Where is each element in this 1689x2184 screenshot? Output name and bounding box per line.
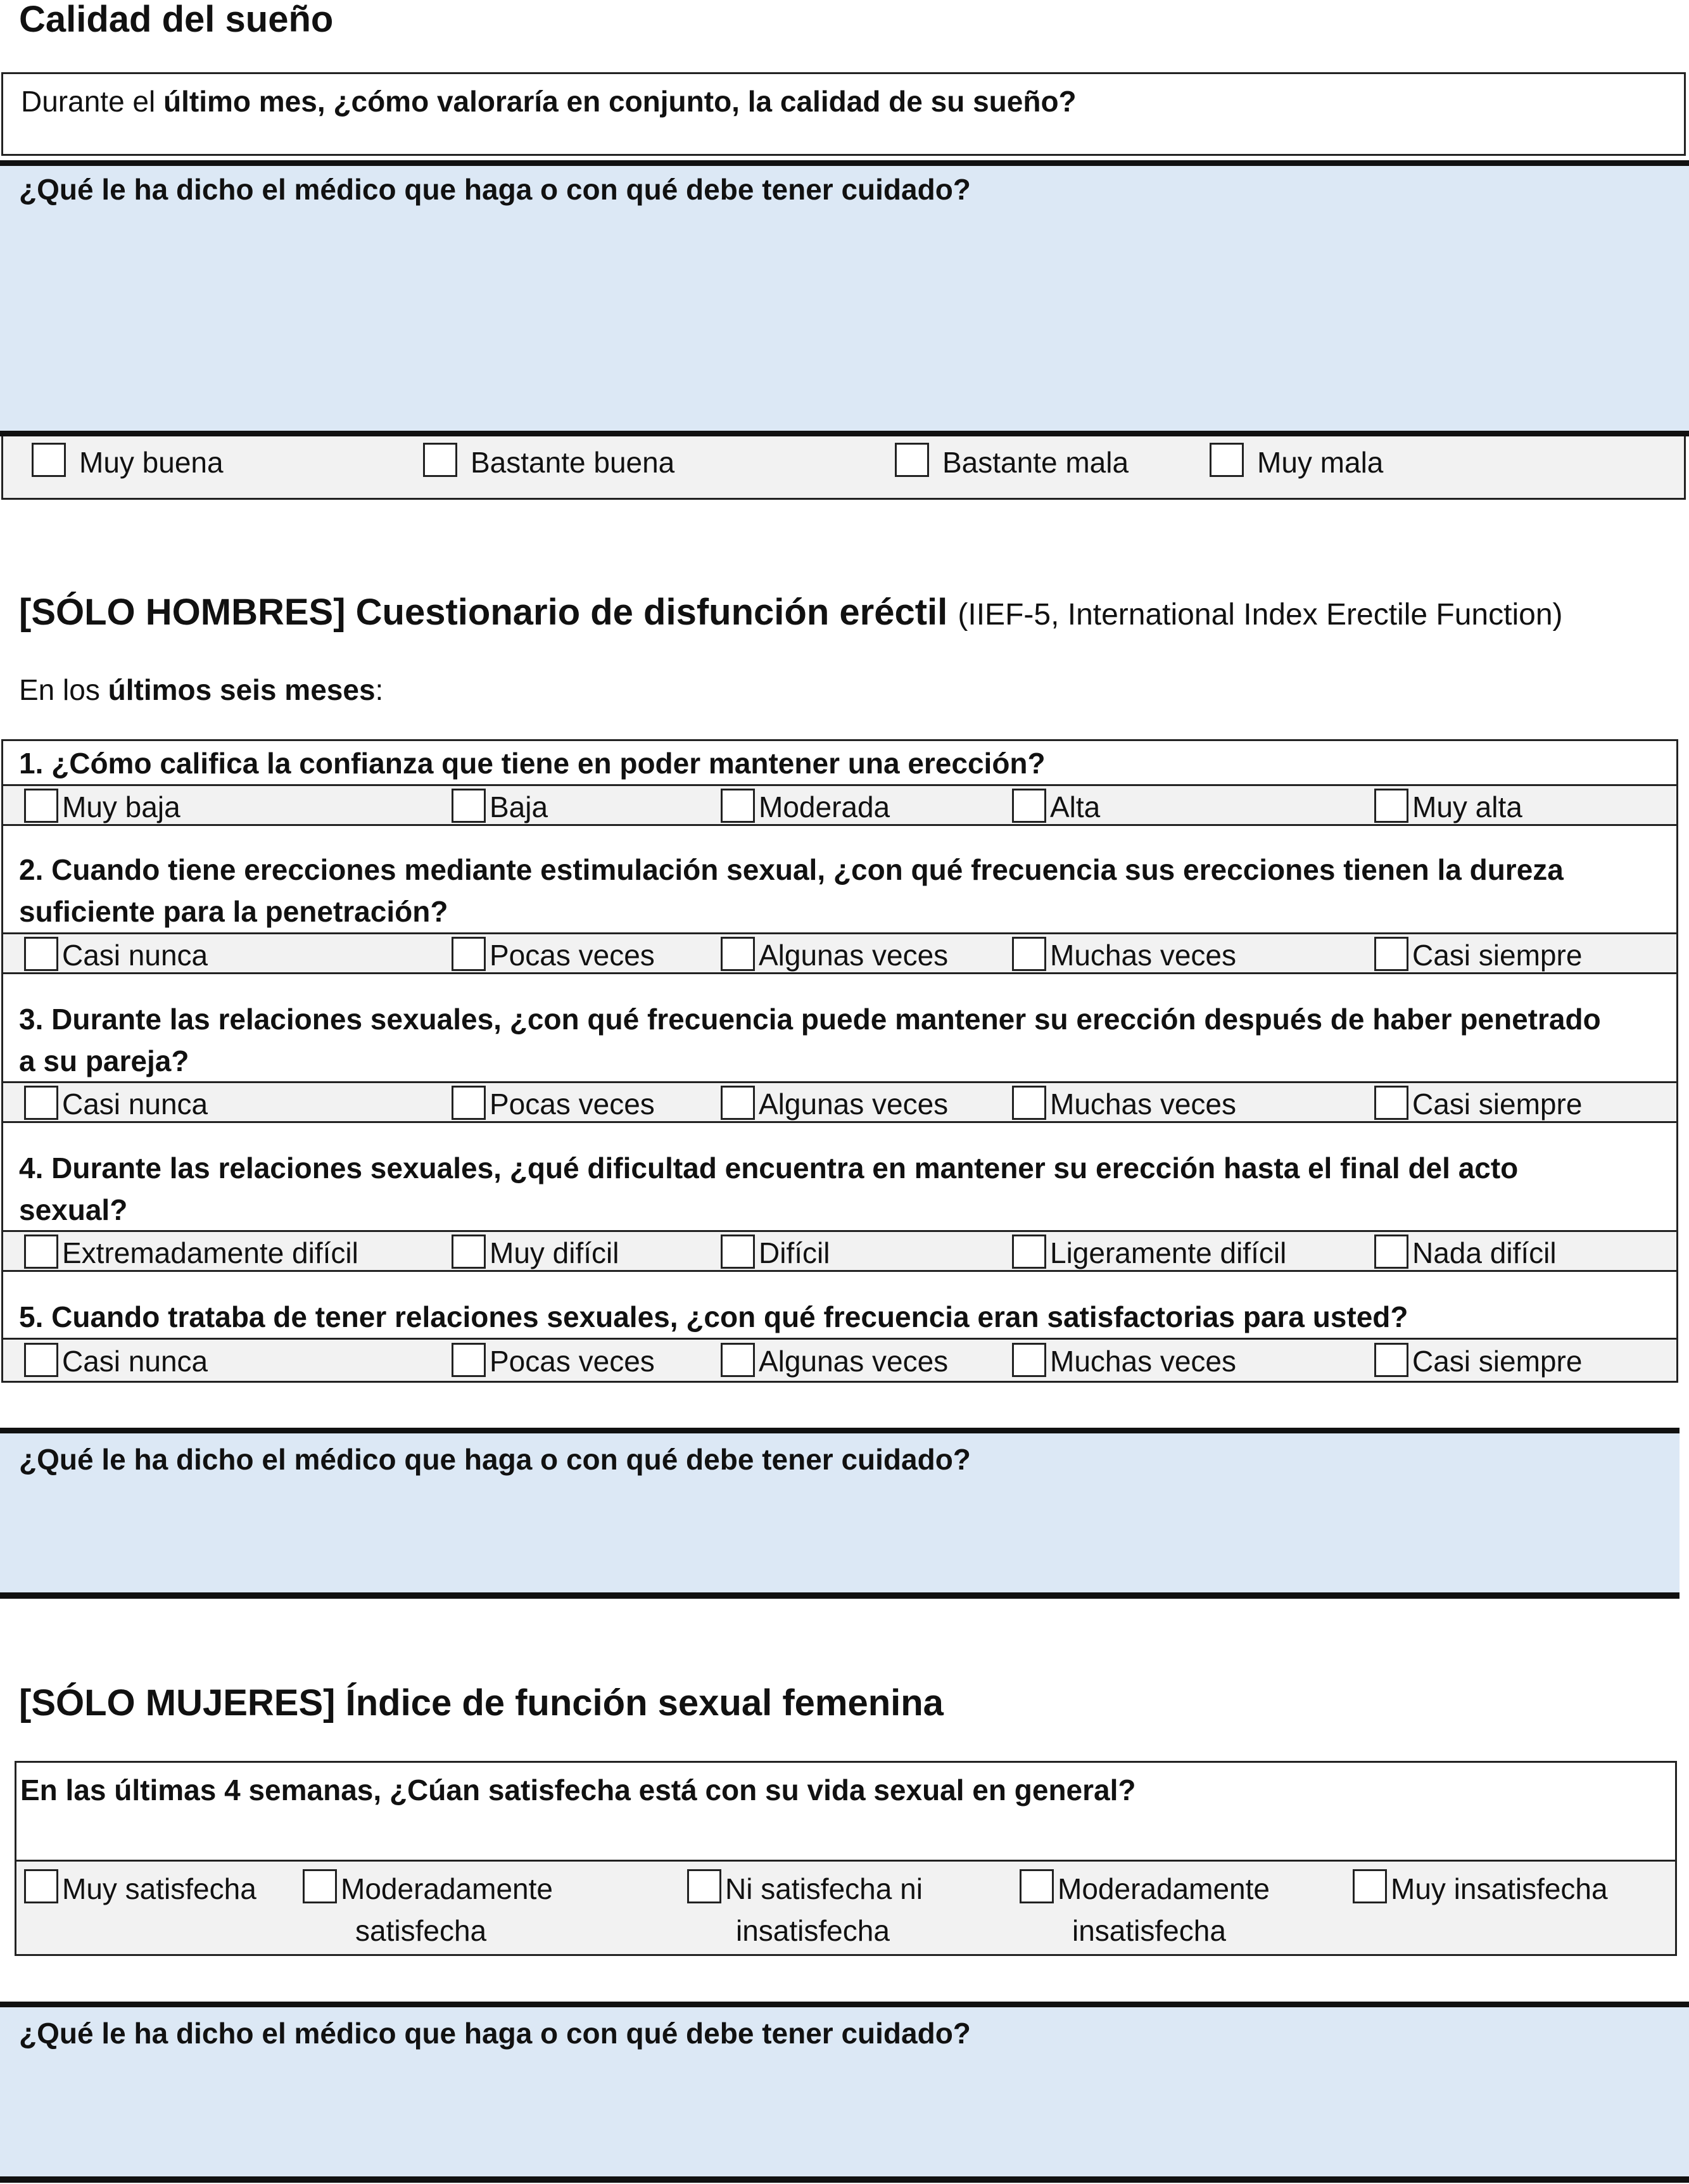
- checkbox-casi-siempre[interactable]: [1374, 1343, 1408, 1377]
- checkbox-moderadamente-insatisfecha[interactable]: [1020, 1869, 1054, 1903]
- option-label: Muchas veces: [1050, 1345, 1237, 1378]
- checkbox-muy-satisfecha[interactable]: [24, 1869, 58, 1903]
- option-label: Ligeramente difícil: [1050, 1236, 1287, 1269]
- checkbox-alta[interactable]: [1012, 789, 1046, 823]
- option-label: Muy alta: [1412, 790, 1522, 823]
- divider: [0, 431, 1689, 436]
- checkbox-bastante-mala[interactable]: [895, 443, 929, 477]
- divider: [0, 160, 1689, 166]
- option-label: Casi siempre: [1412, 939, 1583, 972]
- question-4: 4. Durante las relaciones sexuales, ¿qué dificultad encuentra en mantener su erección hasta el final del acto: [19, 1152, 1519, 1184]
- option-label: Moderada: [759, 790, 890, 823]
- option-label: Moderadamente: [1058, 1872, 1270, 1905]
- option-label: Muy mala: [1257, 446, 1384, 479]
- option-label: Muy satisfecha: [62, 1872, 256, 1905]
- option-label: Casi nunca: [62, 939, 208, 972]
- option-label: Baja: [490, 790, 548, 823]
- women-title: [SÓLO MUJERES] Índice de función sexual femenina: [19, 1682, 944, 1724]
- checkbox-extremadamente-dificil[interactable]: [24, 1235, 58, 1269]
- question-2: 2. Cuando tiene erecciones mediante estimulación sexual, ¿con qué frecuencia sus erecciones tienen la dureza: [19, 853, 1564, 886]
- sleep-question-box: [1, 72, 1686, 156]
- option-label: satisfecha: [355, 1914, 487, 1947]
- men-title: [SÓLO HOMBRES] Cuestionario de disfunción eréctil (IIEF-5, International Index Erectile Function): [19, 592, 1563, 633]
- checkbox-muy-mala[interactable]: [1210, 443, 1244, 477]
- checkbox-algunas-veces[interactable]: [721, 937, 755, 971]
- checkbox-casi-siempre[interactable]: [1374, 1086, 1408, 1120]
- divider: [0, 1428, 1680, 1433]
- option-label: Bastante buena: [471, 446, 675, 479]
- question-3: 3. Durante las relaciones sexuales, ¿con qué frecuencia puede mantener su erección después de haber penetrado: [19, 1003, 1601, 1036]
- divider: [0, 2176, 1689, 2183]
- checkbox-dificil[interactable]: [721, 1235, 755, 1269]
- option-label: Pocas veces: [490, 1088, 655, 1121]
- option-label: Pocas veces: [490, 939, 655, 972]
- checkbox-bastante-buena[interactable]: [423, 443, 457, 477]
- checkbox-muchas-veces[interactable]: [1012, 1343, 1046, 1377]
- option-label: Difícil: [759, 1236, 830, 1269]
- checkbox-muy-baja[interactable]: [24, 789, 58, 823]
- checkbox-muy-buena[interactable]: [32, 443, 66, 477]
- question-2-cont: suficiente para la penetración?: [19, 895, 448, 928]
- question-1-options: [3, 784, 1676, 826]
- checkbox-casi-nunca[interactable]: [24, 1086, 58, 1120]
- option-label: Alta: [1050, 790, 1101, 823]
- option-label: Algunas veces: [759, 1345, 949, 1378]
- question-3-options: [3, 1081, 1676, 1123]
- men-subtitle: (IIEF-5, International Index Erectile Function): [958, 598, 1563, 632]
- option-label: Algunas veces: [759, 1088, 949, 1121]
- option-label: insatisfecha: [1072, 1914, 1226, 1947]
- sleep-question: Durante el último mes, ¿cómo valoraría en conjunto, la calidad de su sueño?: [21, 85, 1077, 118]
- checkbox-casi-siempre[interactable]: [1374, 937, 1408, 971]
- checkbox-moderadamente-satisfecha[interactable]: [303, 1869, 337, 1903]
- option-label: Nada difícil: [1412, 1236, 1557, 1269]
- divider: [0, 2002, 1689, 2007]
- women-doctor-note-label: ¿Qué le ha dicho el médico que haga o con qué debe tener cuidado?: [19, 2017, 971, 2050]
- question-3-cont: a su pareja?: [19, 1044, 189, 1077]
- women-options-row: [16, 1860, 1675, 1954]
- option-label: Muy buena: [79, 446, 224, 479]
- checkbox-muy-insatisfecha[interactable]: [1353, 1869, 1387, 1903]
- question-4-options: [3, 1230, 1676, 1272]
- men-intro: En los últimos seis meses:: [19, 673, 384, 706]
- option-label: Muy baja: [62, 790, 180, 823]
- women-question-box: [15, 1761, 1677, 1956]
- women-question: En las últimas 4 semanas, ¿Cúan satisfecha está con su vida sexual en general?: [20, 1774, 1136, 1806]
- option-label: Casi siempre: [1412, 1088, 1583, 1121]
- sleep-doctor-note-label: ¿Qué le ha dicho el médico que haga o con qué debe tener cuidado?: [19, 173, 971, 206]
- option-label: Muchas veces: [1050, 939, 1237, 972]
- option-label: Casi nunca: [62, 1088, 208, 1121]
- checkbox-moderada[interactable]: [721, 789, 755, 823]
- checkbox-algunas-veces[interactable]: [721, 1086, 755, 1120]
- option-label: Muy insatisfecha: [1391, 1872, 1608, 1905]
- iief5-table: [1, 739, 1678, 1383]
- option-label: Moderadamente: [341, 1872, 553, 1905]
- sleep-title: Calidad del sueño: [19, 0, 334, 40]
- option-label: Muchas veces: [1050, 1088, 1237, 1121]
- option-label: Algunas veces: [759, 939, 949, 972]
- checkbox-algunas-veces[interactable]: [721, 1343, 755, 1377]
- option-label: insatisfecha: [736, 1914, 890, 1947]
- option-label: Bastante mala: [942, 446, 1129, 479]
- men-doctor-note-label: ¿Qué le ha dicho el médico que haga o con qué debe tener cuidado?: [19, 1443, 971, 1476]
- question-4-cont: sexual?: [19, 1193, 128, 1226]
- checkbox-muchas-veces[interactable]: [1012, 1086, 1046, 1120]
- checkbox-muy-alta[interactable]: [1374, 789, 1408, 823]
- checkbox-muy-dificil[interactable]: [452, 1235, 486, 1269]
- checkbox-baja[interactable]: [452, 789, 486, 823]
- checkbox-pocas-veces[interactable]: [452, 937, 486, 971]
- question-2-options: [3, 932, 1676, 974]
- men-doctor-note-area[interactable]: [0, 1433, 1680, 1592]
- checkbox-muchas-veces[interactable]: [1012, 937, 1046, 971]
- option-label: Casi nunca: [62, 1345, 208, 1378]
- checkbox-pocas-veces[interactable]: [452, 1343, 486, 1377]
- option-label: Casi siempre: [1412, 1345, 1583, 1378]
- women-doctor-note-area[interactable]: [0, 2007, 1689, 2176]
- checkbox-ni-satisfecha-ni-insatisfecha[interactable]: [687, 1869, 721, 1903]
- checkbox-pocas-veces[interactable]: [452, 1086, 486, 1120]
- option-label: Ni satisfecha ni: [725, 1872, 923, 1905]
- checkbox-casi-nunca[interactable]: [24, 937, 58, 971]
- checkbox-ligeramente-dificil[interactable]: [1012, 1235, 1046, 1269]
- option-label: Extremadamente difícil: [62, 1236, 358, 1269]
- divider: [0, 1592, 1680, 1599]
- sleep-doctor-note-area[interactable]: [0, 166, 1689, 431]
- checkbox-casi-nunca[interactable]: [24, 1343, 58, 1377]
- question-5-options: [3, 1338, 1676, 1381]
- question-5: 5. Cuando trataba de tener relaciones sexuales, ¿con qué frecuencia eran satisfactorias para usted?: [19, 1300, 1408, 1333]
- sleep-options-row: [1, 436, 1686, 500]
- question-1: 1. ¿Cómo califica la confianza que tiene en poder mantener una erección?: [19, 747, 1046, 780]
- checkbox-nada-dificil[interactable]: [1374, 1235, 1408, 1269]
- option-label: Muy difícil: [490, 1236, 619, 1269]
- option-label: Pocas veces: [490, 1345, 655, 1378]
